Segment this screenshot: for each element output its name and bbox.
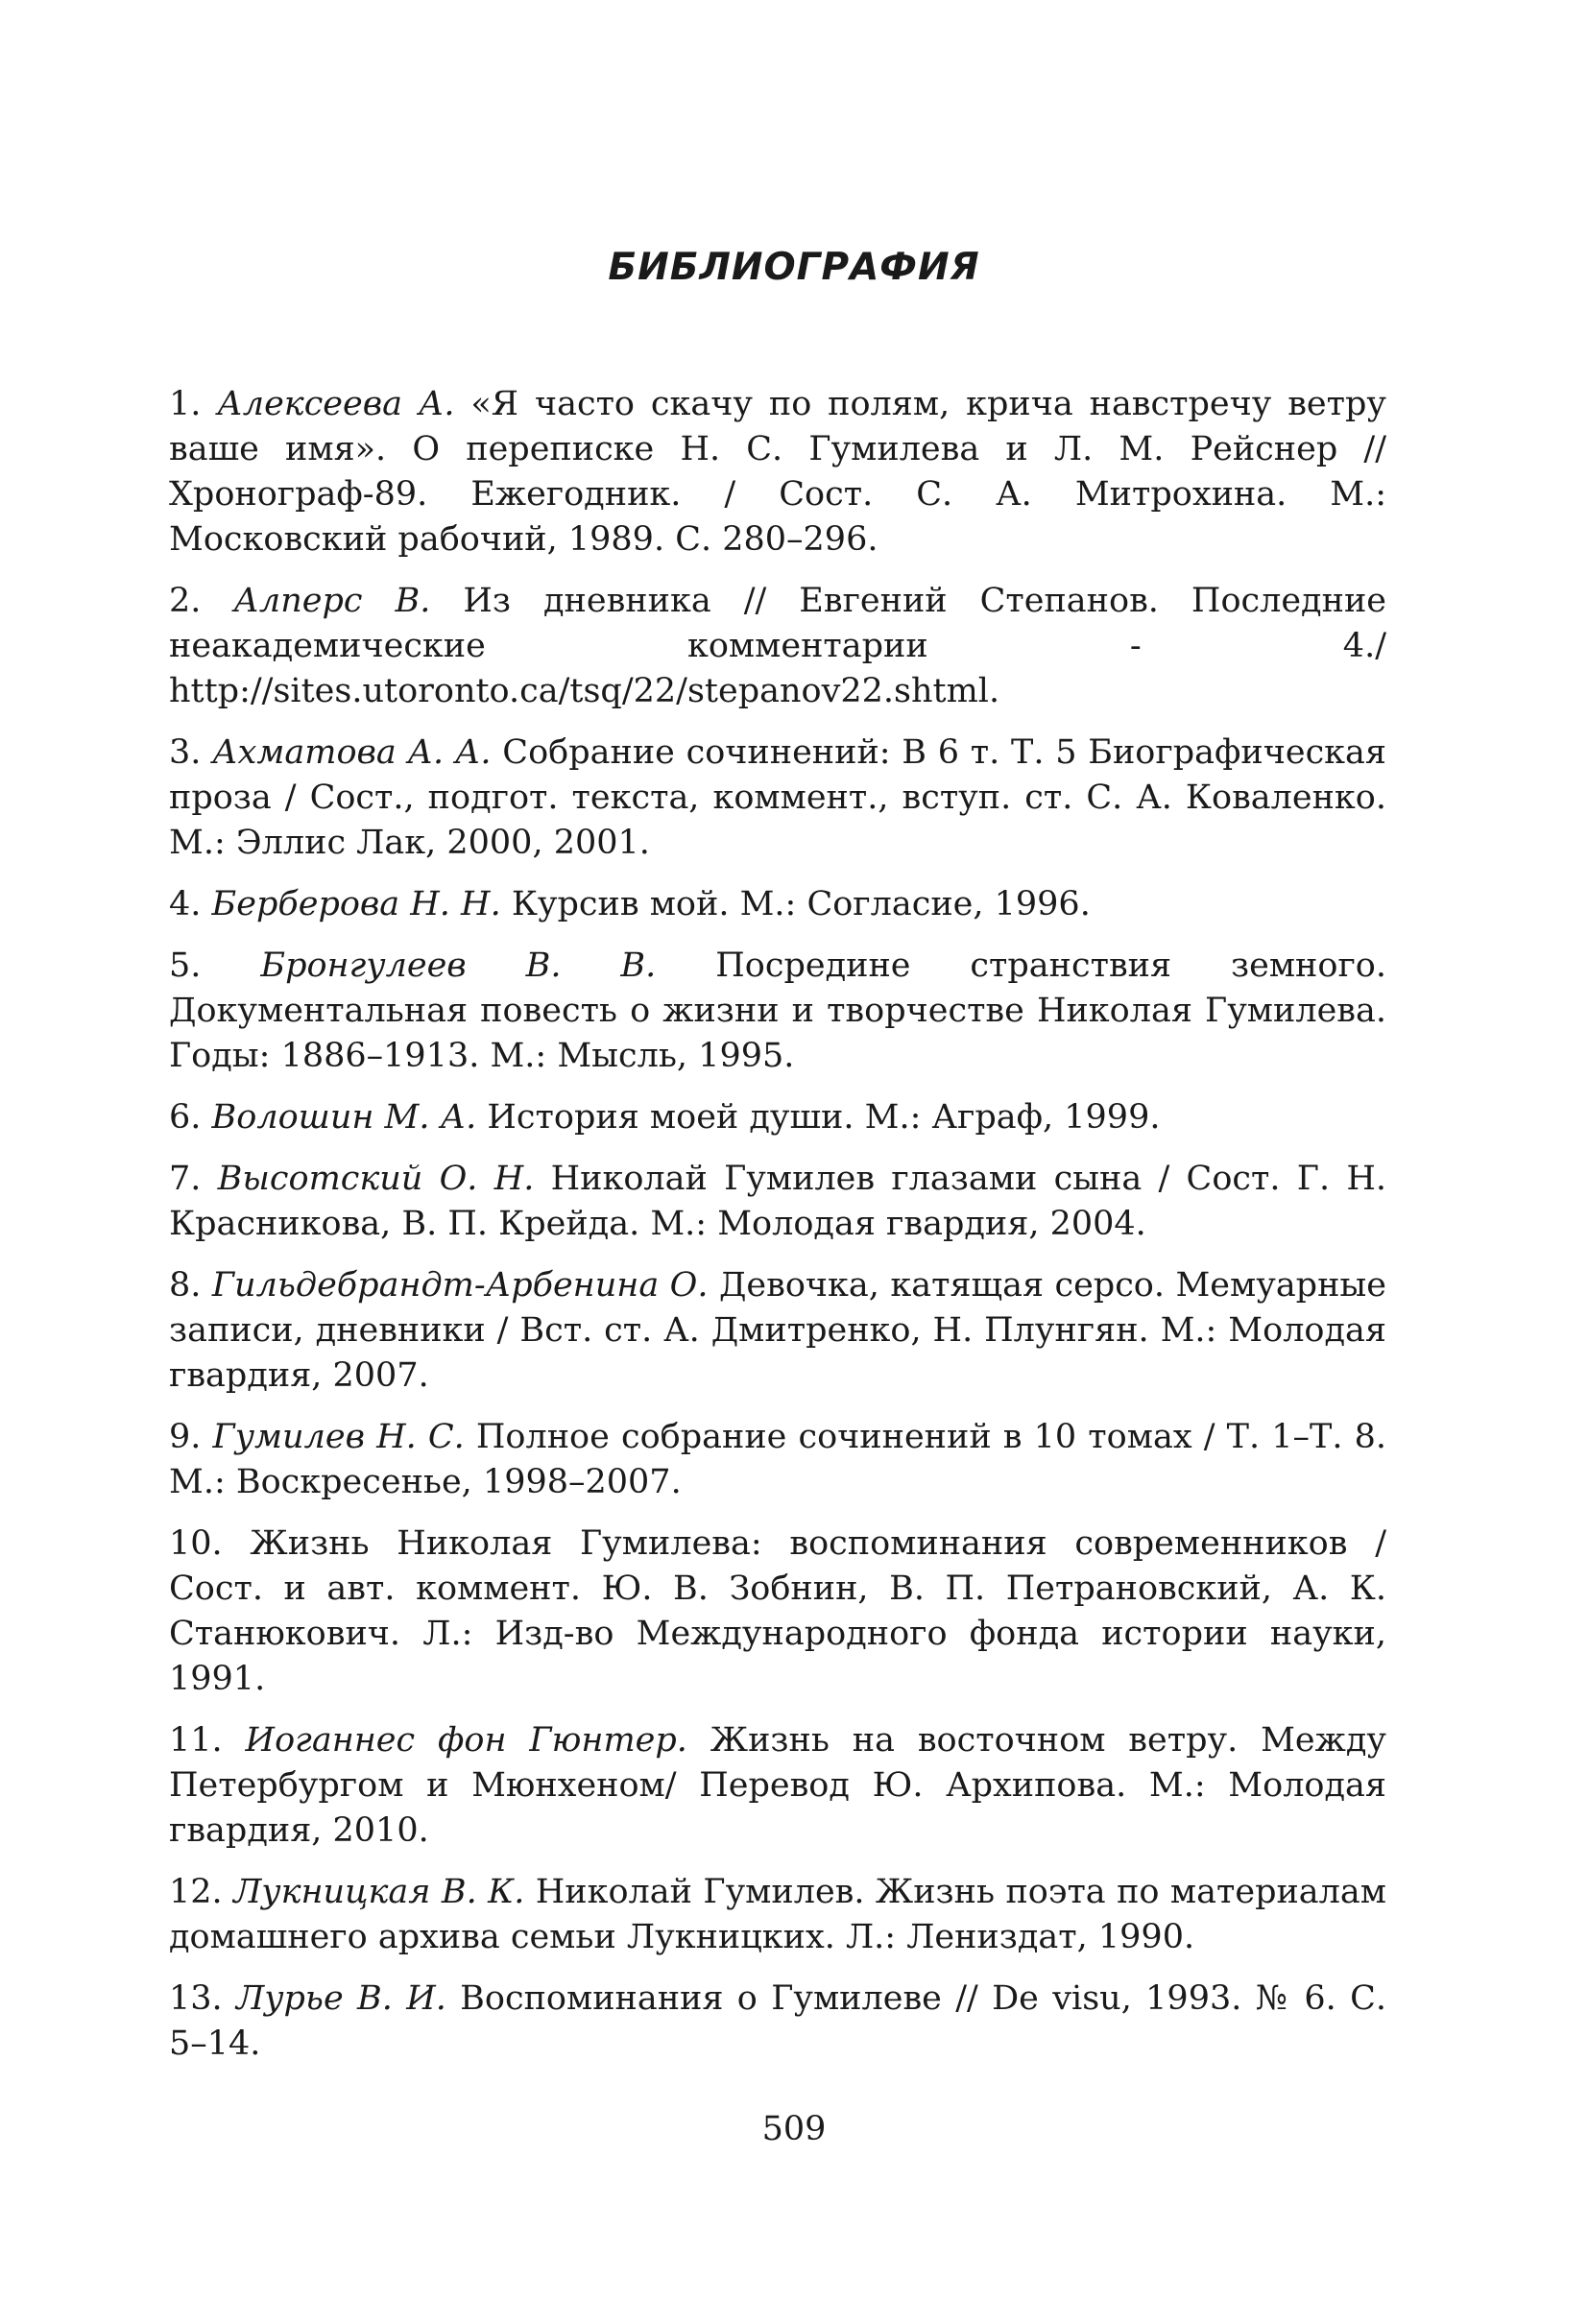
entry-author: Ахматова А. А. <box>212 733 492 772</box>
entry-number: 11. <box>169 1721 246 1760</box>
entry-number: 10. <box>169 1524 251 1563</box>
page-number: 509 <box>761 2110 827 2148</box>
entry-text: Николай Гумилев. Жизнь поэта по материалам домашнего архива семьи Лукницких. Л.: Лениздат, 1990. <box>169 1873 1386 1956</box>
entry-number: 4. <box>169 885 212 923</box>
entry-text: Николай Гумилев глазами сына / Сост. Г. Н. Красникова, В. П. Крейда. М.: Молодая гвардия, 2004. <box>169 1160 1386 1243</box>
bibliography-entry <box>169 382 1386 563</box>
page-title: БИБЛИОГРАФИЯ <box>608 246 980 289</box>
bibliography-entry <box>169 882 1386 927</box>
bibliography-list <box>169 382 1386 2083</box>
entry-text: «Я часто скачу по полям, крича навстречу ветру ваше имя». О переписке Н. С. Гумилева и Л. М. Рейснер // Хронограф-89. Ежегодник. / Сост. С. А. Митрохина. М.: Московский рабочий, 1989. С. 280–296. <box>169 385 1386 559</box>
entry-author: Волошин М. А. <box>211 1098 477 1137</box>
entry-text: Посредине странствия земного. Документальная повесть о жизни и творчестве Николая Гумилева. Годы: 1886–1913. М.: Мысль, 1995. <box>169 946 1386 1075</box>
entry-text: Воспоминания о Гумилеве // De visu, 1993. № 6. С. 5–14. <box>169 1979 1386 2063</box>
entry-text: Жизнь Николая Гумилева: воспоминания современников / Сост. и авт. коммент. Ю. В. Зобнин, В. П. Петрановский, А. К. Станюкович. Л.: Изд-во Международного фонда истории науки, 1991. <box>169 1524 1386 1698</box>
bibliography-entry <box>169 1521 1386 1702</box>
bibliography-entry <box>169 1157 1386 1247</box>
entry-author: Лукницкая В. К. <box>233 1873 525 1911</box>
entry-number: 2. <box>169 582 234 620</box>
entry-text: Жизнь на восточном ветру. Между Петербургом и Мюнхеном/ Перевод Ю. Архипова. М.: Молодая гвардия, 2010. <box>169 1721 1386 1850</box>
bibliography-entry <box>169 1415 1386 1505</box>
entry-author: Гильдебрандт-Арбенина О. <box>211 1266 709 1305</box>
bibliography-entry <box>169 1977 1386 2067</box>
entry-number: 5. <box>169 946 261 985</box>
entry-text: Курсив мой. М.: Согласие, 1996. <box>500 885 1091 923</box>
entry-number: 6. <box>169 1098 212 1137</box>
entry-author: Иоганнес фон Гюнтер. <box>245 1721 687 1760</box>
bibliography-entry <box>169 1718 1386 1854</box>
entry-text: Собрание сочинений: В 6 т. Т. 5 Биографическая проза / Сост., подгот. текста, коммент., вступ. ст. С. А. Коваленко. М.: Эллис Лак, 2000, 2001. <box>169 733 1386 862</box>
bibliography-entry <box>169 1263 1386 1399</box>
entry-number: 12. <box>169 1873 234 1911</box>
entry-author: Алперс В. <box>233 582 431 620</box>
entry-text: Девочка, катящая серсо. Мемуарные записи, дневники / Вст. ст. А. Дмитренко, Н. Плунгян. М.: Молодая гвардия, 2007. <box>169 1266 1386 1395</box>
entry-number: 3. <box>169 733 213 772</box>
entry-number: 7. <box>169 1160 218 1198</box>
entry-author: Гумилев Н. С. <box>212 1418 465 1456</box>
entry-number: 1. <box>169 385 218 423</box>
bibliography-entry <box>169 1870 1386 1960</box>
bibliography-entry <box>169 579 1386 714</box>
entry-author: Алексеева А. <box>217 385 455 423</box>
bibliography-entry <box>169 1095 1386 1140</box>
entry-number: 13. <box>169 1979 236 2018</box>
entry-author: Лурье В. И. <box>236 1979 446 2018</box>
bibliography-entry <box>169 731 1386 866</box>
entry-number: 9. <box>169 1418 213 1456</box>
entry-text: Из дневника // Евгений Степанов. Последние неакадемические комментарии - 4./ http://sites.utoronto.ca/tsq/22/stepanov22.shtml. <box>169 582 1386 710</box>
bibliography-entry <box>169 944 1386 1079</box>
entry-author: Высотский О. Н. <box>217 1160 535 1198</box>
entry-author: Бронгулеев В. В. <box>260 946 657 985</box>
entry-text: История моей души. М.: Аграф, 1999. <box>476 1098 1161 1137</box>
entry-text: Полное собрание сочинений в 10 томах / Т. 1–Т. 8. М.: Воскресенье, 1998–2007. <box>169 1418 1386 1501</box>
entry-author: Берберова Н. Н. <box>211 885 501 923</box>
entry-number: 8. <box>169 1266 212 1305</box>
